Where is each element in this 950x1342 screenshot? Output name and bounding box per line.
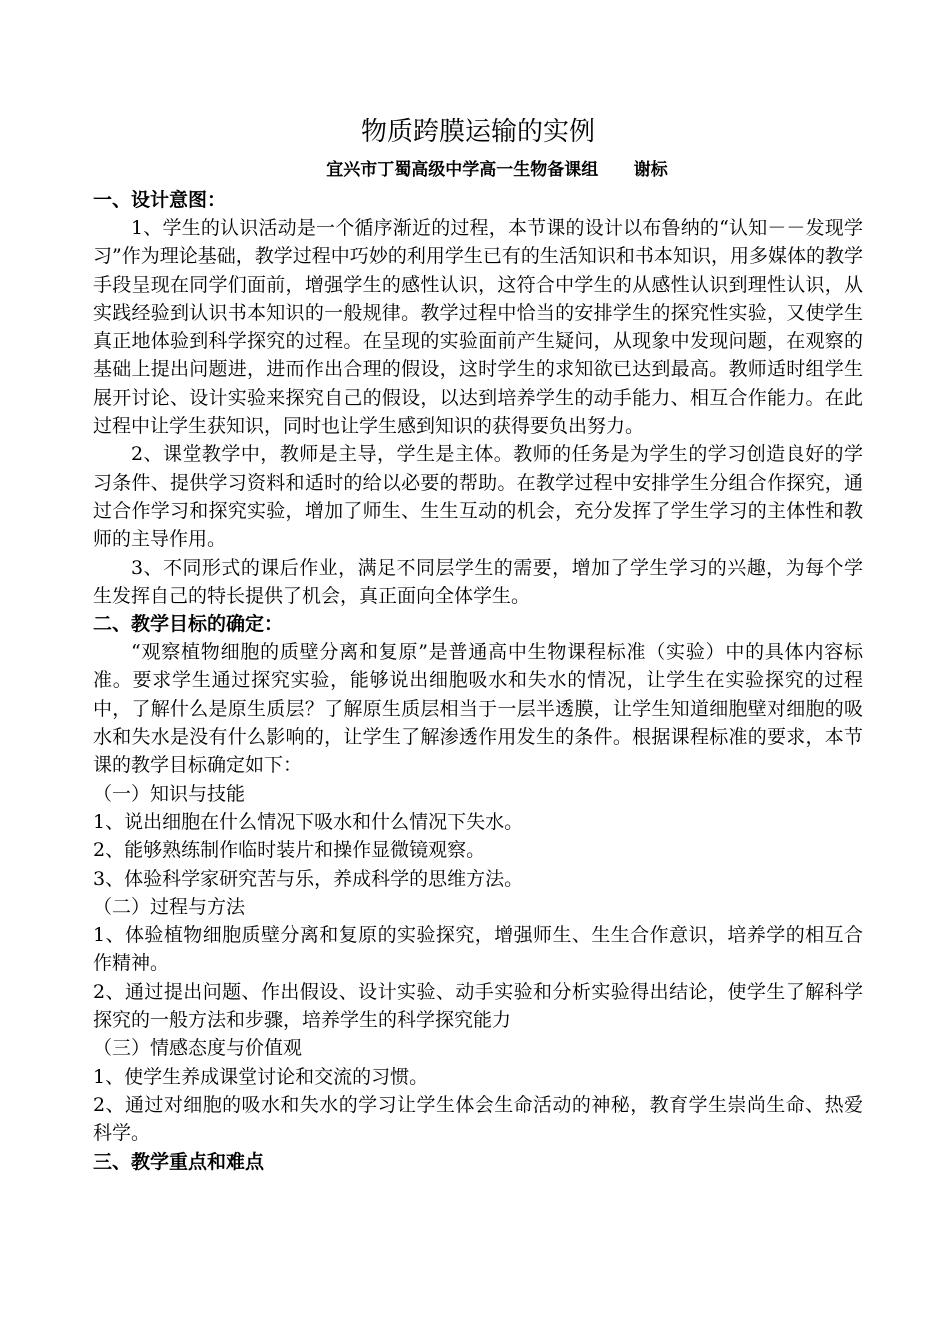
- goal-item: 3、体验科学家研究苦与乐，养成科学的思维方法。: [93, 867, 524, 890]
- document-author-line: 宜兴市丁蜀高级中学高一生物备课组 谢标: [326, 160, 668, 180]
- goal-group-label: （二）过程与方法: [93, 895, 246, 918]
- document-title: 物质跨膜运输的实例: [360, 117, 595, 147]
- paragraph: 2、课堂教学中，教师是主导，学生是主体。教师的任务是为学生的学习创造良好的学习条件、提供学习资料和适时的给以必要的帮助。在教学过程中安排学生分组合作探究，通过合作学习和探究实验，增加了师生、生生互动的机会，充分发挥了学生学习的主体性和教师的主导作用。: [93, 443, 863, 551]
- section-teaching-goals: [93, 610, 863, 1147]
- paragraph: 1、学生的认识活动是一个循序渐近的过程，本节课的设计以布鲁纳的“认知－－发现学习”作为理论基础，教学过程中巧妙的利用学生已有的生活知识和书本知识，用多媒体的教学手段呈现在同学们面前，增强学生的感性认识，这符合中学生的从感性认识到理性认识，从实践经验到认识书本知识的一般规律。教学过程中恰当的安排学生的探究性实验，又使学生真正地体验到科学探究的过程。在呈现的实验面前产生疑问，从现象中发现问题，在观察的基础上提出问题进，进而作出合理的假设，这时学生的求知欲已达到最高。教师适时组学生展开讨论、设计实验来探究自己的假设，以达到培养学生的动手能力、相互合作能力。在此过程中让学生获知识，同时也让学生感到知识的获得要负出努力。: [93, 217, 863, 438]
- goal-item: 2、通过提出问题、作出假设、设计实验、动手实验和分析实验得出结论，使学生了解科学探究的一般方法和步骤，培养学生的科学探究能力: [93, 980, 863, 1032]
- goal-group-label: （三）情感态度与价值观: [93, 1037, 303, 1060]
- goal-item: 1、体验植物细胞质壁分离和复原的实验探究，增强师生、生生合作意识，培养学的相互合作精神。: [93, 924, 863, 975]
- goal-group-label: （一）知识与技能: [93, 782, 246, 805]
- goal-item: 2、通过对细胞的吸水和失水的学习让学生体会生命活动的神秘，教育学生崇尚生命、热爱科学。: [93, 1093, 863, 1145]
- section-heading: 三、教学重点和难点: [93, 1150, 265, 1173]
- paragraph: “观察植物细胞的质壁分离和复原”是普通高中生物课程标准（实验）中的具体内容标准。要求学生通过探究实验，能够说出细胞吸水和失水的情况，让学生在实验探究的过程中，了解什么是原生质层？了解原生质层相当于一层半透膜，让学生知道细胞壁对细胞的吸水和失水是没有什么影响的，让学生了解渗透作用发生的条件。根据课程标准的要求，本节课的教学目标确定如下：: [93, 641, 863, 777]
- goal-item: 1、说出细胞在什么情况下吸水和什么情况下失水。: [93, 810, 524, 833]
- section-heading: 一、设计意图：: [93, 189, 227, 211]
- goal-item: 1、使学生养成课堂讨论和交流的习惯。: [93, 1065, 429, 1088]
- paragraph: 3、不同形式的课后作业，满足不同层学生的需要，增加了学生学习的兴趣，为每个学生发挥自己的特长提供了机会，真正面向全体学生。: [93, 556, 863, 607]
- section-design-intent: [93, 186, 863, 610]
- goal-item: 2、能够熟练制作临时装片和操作显微镜观察。: [93, 839, 486, 862]
- section-heading: 二、教学目标的确定：: [93, 613, 284, 636]
- document-page: [93, 110, 863, 1176]
- section-key-points: [93, 1148, 863, 1176]
